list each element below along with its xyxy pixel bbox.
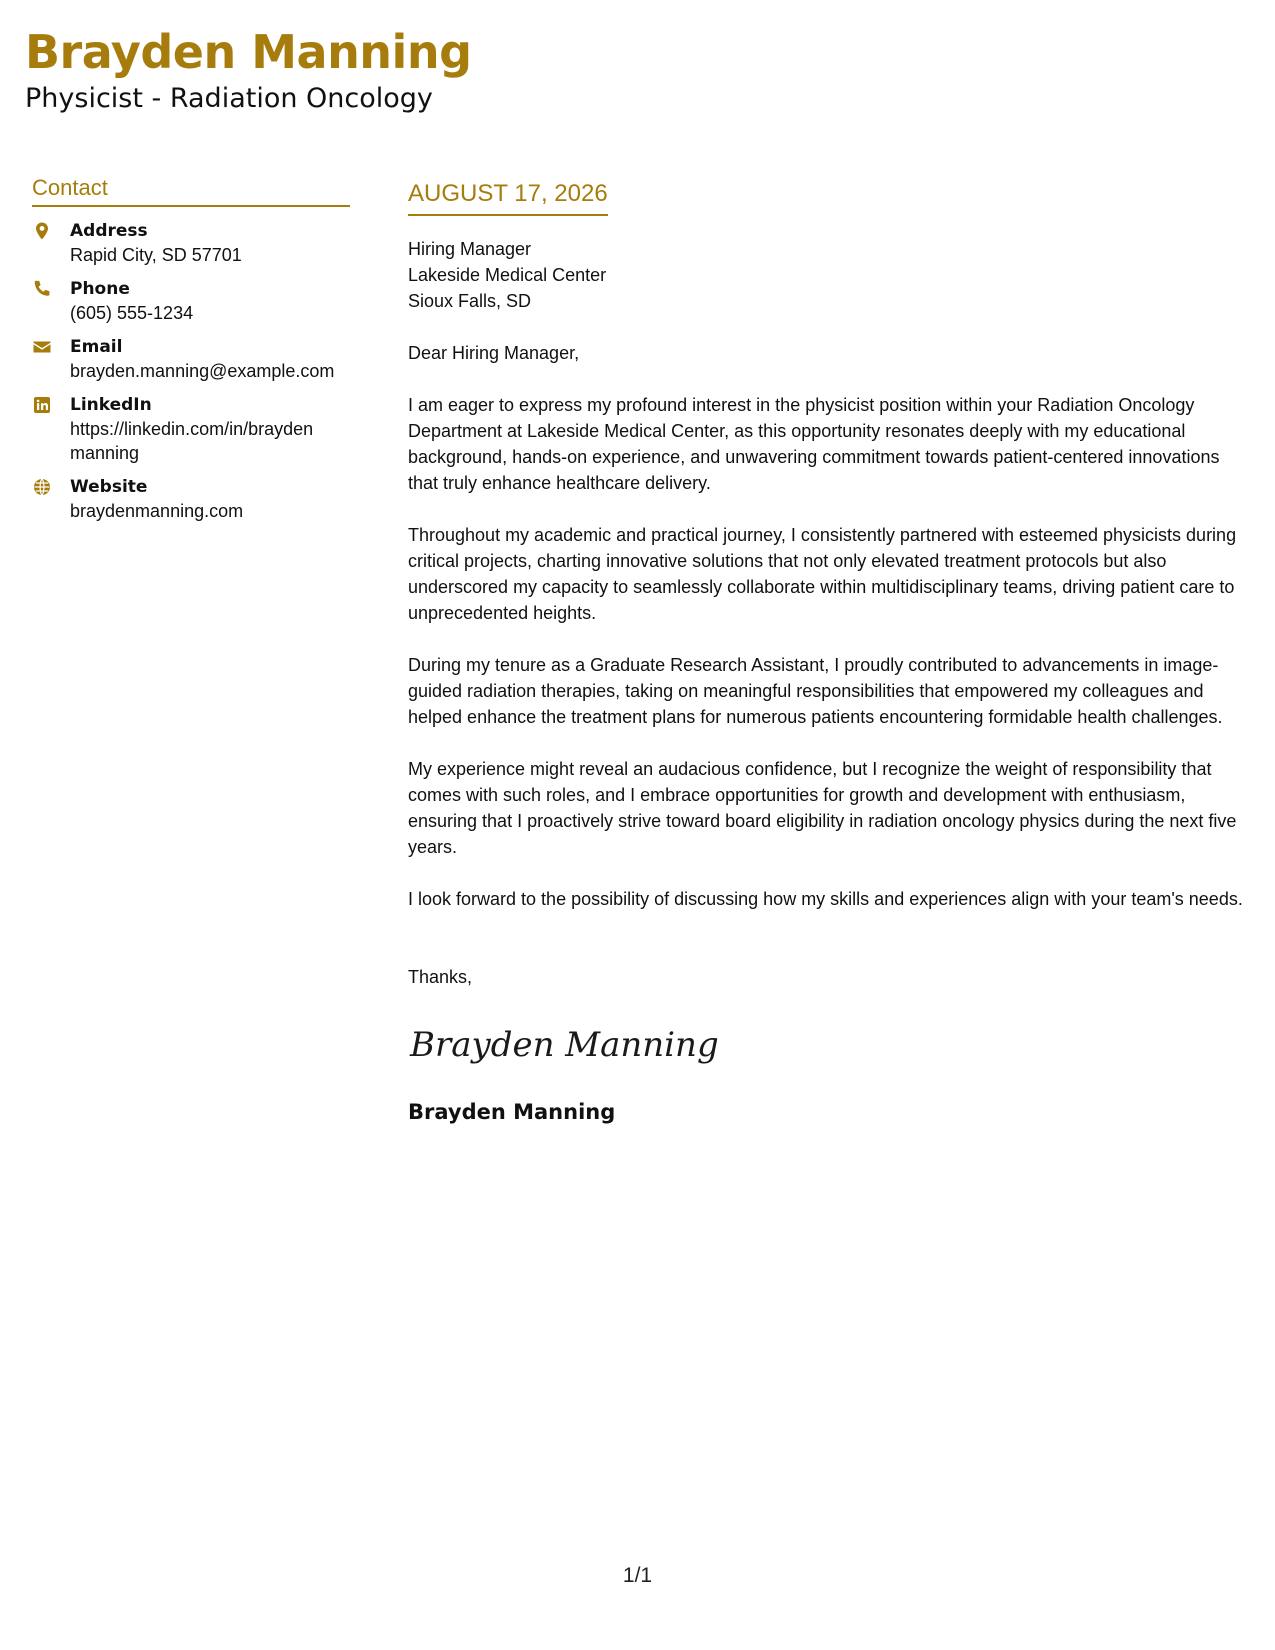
letter-paragraph: My experience might reveal an audacious confidence, but I recognize the weight of responsibility that comes with such roles, and I embrace opportunities for growth and development with enthusiasm, ensuring that I proactively strive toward board eligibility in radiation oncology physics during the next five years. bbox=[408, 759, 1237, 857]
letter-paragraph: During my tenure as a Graduate Research Assistant, I proudly contributed to advancements in image-guided radiation therapies, taking on meaningful responsibilities that empowered my colleagues and helped enhance the treatment plans for numerous patients encountering formidable health challenges. bbox=[408, 655, 1223, 727]
closing: Thanks, bbox=[408, 967, 473, 987]
contact-value: brayden.manning@example.com bbox=[70, 361, 335, 381]
contact-address bbox=[32, 219, 350, 267]
recipient-line: Hiring Manager bbox=[408, 239, 532, 259]
globe-icon bbox=[32, 477, 52, 497]
job-title: Physicist - Radiation Oncology bbox=[25, 83, 433, 114]
envelope-icon bbox=[32, 337, 52, 357]
contact-label: Address bbox=[70, 221, 148, 241]
contact-email bbox=[32, 335, 350, 383]
contact-value: (605) 555-1234 bbox=[70, 303, 194, 323]
header bbox=[25, 24, 472, 116]
phone-icon bbox=[32, 279, 52, 299]
signed-name: Brayden Manning bbox=[408, 1100, 616, 1124]
linkedin-icon bbox=[32, 395, 52, 415]
salutation: Dear Hiring Manager, bbox=[408, 343, 580, 363]
letter-body bbox=[408, 178, 1253, 1126]
contact-value[interactable]: https://linkedin.com/in/brayden manning bbox=[70, 419, 314, 463]
letter-paragraph: I am eager to express my profound interest in the physicist position within your Radiation Oncology Department at Lakeside Medical Center, as this opportunity resonates deeply with my educational background, hands-on experience, and unwavering commitment towards patient-centered innovations that truly enhance healthcare delivery. bbox=[408, 395, 1220, 493]
page-number: 1/1 bbox=[622, 1564, 653, 1587]
letter-paragraph: I look forward to the possibility of discussing how my skills and experiences align with your team's needs. bbox=[408, 889, 1243, 909]
contact-website bbox=[32, 475, 350, 523]
contact-label: LinkedIn bbox=[70, 395, 152, 415]
contact-label: Email bbox=[70, 337, 123, 357]
contact-section-title: Contact bbox=[32, 174, 350, 207]
contact-label: Phone bbox=[70, 279, 130, 299]
contact-linkedin bbox=[32, 393, 350, 465]
letter-date: AUGUST 17, 2026 bbox=[408, 178, 608, 216]
letter-paragraph: Throughout my academic and practical journey, I consistently partnered with esteemed physicists during critical projects, charting innovative solutions that not only elevated treatment protocols but also underscored my capacity to seamlessly collaborate within multidisciplinary teams, driving patient care to unprecedented heights. bbox=[408, 525, 1237, 623]
recipient-line: Sioux Falls, SD bbox=[408, 291, 532, 311]
contact-value: Rapid City, SD 57701 bbox=[70, 245, 242, 265]
recipient-line: Lakeside Medical Center bbox=[408, 265, 607, 285]
map-pin-icon bbox=[32, 221, 52, 241]
contact-sidebar bbox=[32, 174, 350, 533]
signature-text: Brayden Manning bbox=[410, 1025, 719, 1065]
candidate-name: Brayden Manning bbox=[25, 25, 472, 79]
signature-image bbox=[408, 1018, 719, 1068]
recipient-block bbox=[408, 236, 1253, 314]
contact-phone bbox=[32, 277, 350, 325]
contact-value[interactable]: braydenmanning.com bbox=[70, 501, 244, 521]
contact-label: Website bbox=[70, 477, 148, 497]
